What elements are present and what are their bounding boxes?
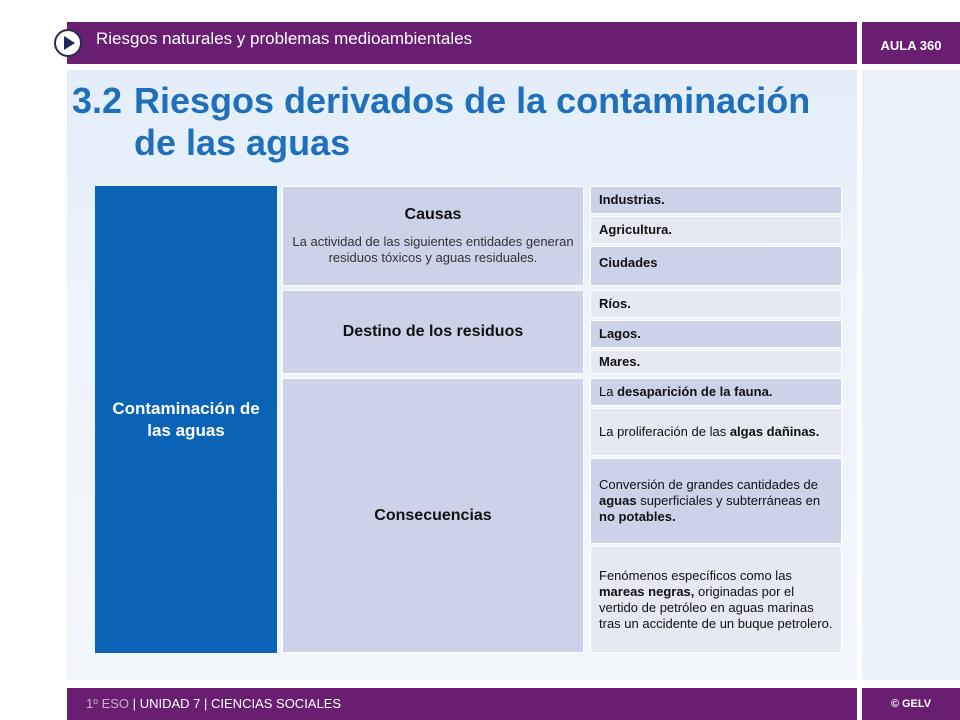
footer-breadcrumb: [86, 696, 341, 711]
consecuencia-item: [590, 378, 842, 406]
causa-item: [590, 246, 842, 286]
section-number: 3.2: [72, 80, 123, 121]
consecuencia-text: La: [599, 384, 618, 399]
footer-unit: UNIDAD 7: [139, 696, 201, 711]
play-icon[interactable]: [53, 28, 83, 58]
footer-copyright: © GELV: [890, 698, 932, 710]
page-title: [72, 80, 852, 164]
category-consecuencias-title: Consecuencias: [374, 506, 492, 524]
causa-item: [590, 186, 842, 214]
destino-item-text: Lagos.: [599, 326, 641, 341]
category-causas-title: Causas: [404, 206, 462, 223]
footer-separator: |: [132, 696, 137, 711]
consecuencia-bold: aguas: [599, 493, 637, 508]
destino-item: [590, 320, 842, 348]
consecuencia-text: superficiales y subterráneas en: [636, 493, 821, 508]
destino-item: [590, 350, 842, 374]
diagram-root: [95, 186, 277, 653]
destino-item-text: Ríos.: [599, 296, 631, 311]
consecuencia-item: [590, 546, 842, 653]
causa-item-text: Ciudades: [599, 255, 658, 270]
consecuencia-bold: desaparición de la fauna.: [617, 384, 773, 399]
footer-separator: |: [204, 696, 208, 711]
header-title: Riesgos naturales y problemas medioambientales: [96, 29, 473, 48]
title-line-2: de las aguas: [134, 122, 351, 163]
consecuencia-text: La proliferación de las: [599, 424, 730, 439]
aula-badge: [862, 22, 960, 64]
consecuencia-text: Fenómenos específicos como las: [599, 567, 792, 583]
footer-course: 1º ESO: [86, 696, 130, 711]
consecuencia-item: [590, 458, 842, 544]
category-causas-description: La actividad de las siguientes entidades generan residuos tóxicos y aguas residuales.: [292, 234, 574, 265]
category-consecuencias: [282, 378, 584, 653]
consecuencia-bold: mareas negras,: [599, 583, 695, 599]
destino-item: [590, 290, 842, 318]
causa-item-text: Agricultura.: [599, 222, 672, 237]
consecuencia-text: originadas por el vertido de petróleo en aguas marinas tras un accidente de un buque petrolero.: [599, 583, 833, 631]
footer-subject: CIENCIAS SOCIALES: [211, 696, 342, 711]
title-line-1: Riesgos derivados de la contaminación: [134, 80, 811, 121]
category-destino-title: Destino de los residuos: [342, 323, 524, 340]
consecuencia-bold: no potables.: [599, 509, 676, 524]
category-causas: [282, 186, 584, 286]
side-panel: [862, 70, 960, 680]
consecuencia-item: [590, 408, 842, 456]
diagram-root-label: Contaminación de las aguas: [112, 398, 260, 440]
destino-item-text: Mares.: [599, 354, 641, 369]
aula-badge-label: AULA 360: [880, 38, 942, 53]
causa-item: [590, 216, 842, 244]
footer-copyright-box: [862, 688, 960, 720]
category-destino: [282, 290, 584, 374]
causa-item-text: Industrias.: [599, 192, 665, 207]
consecuencia-text: Conversión de grandes cantidades de: [599, 477, 818, 492]
consecuencia-bold: algas dañinas.: [729, 424, 820, 439]
